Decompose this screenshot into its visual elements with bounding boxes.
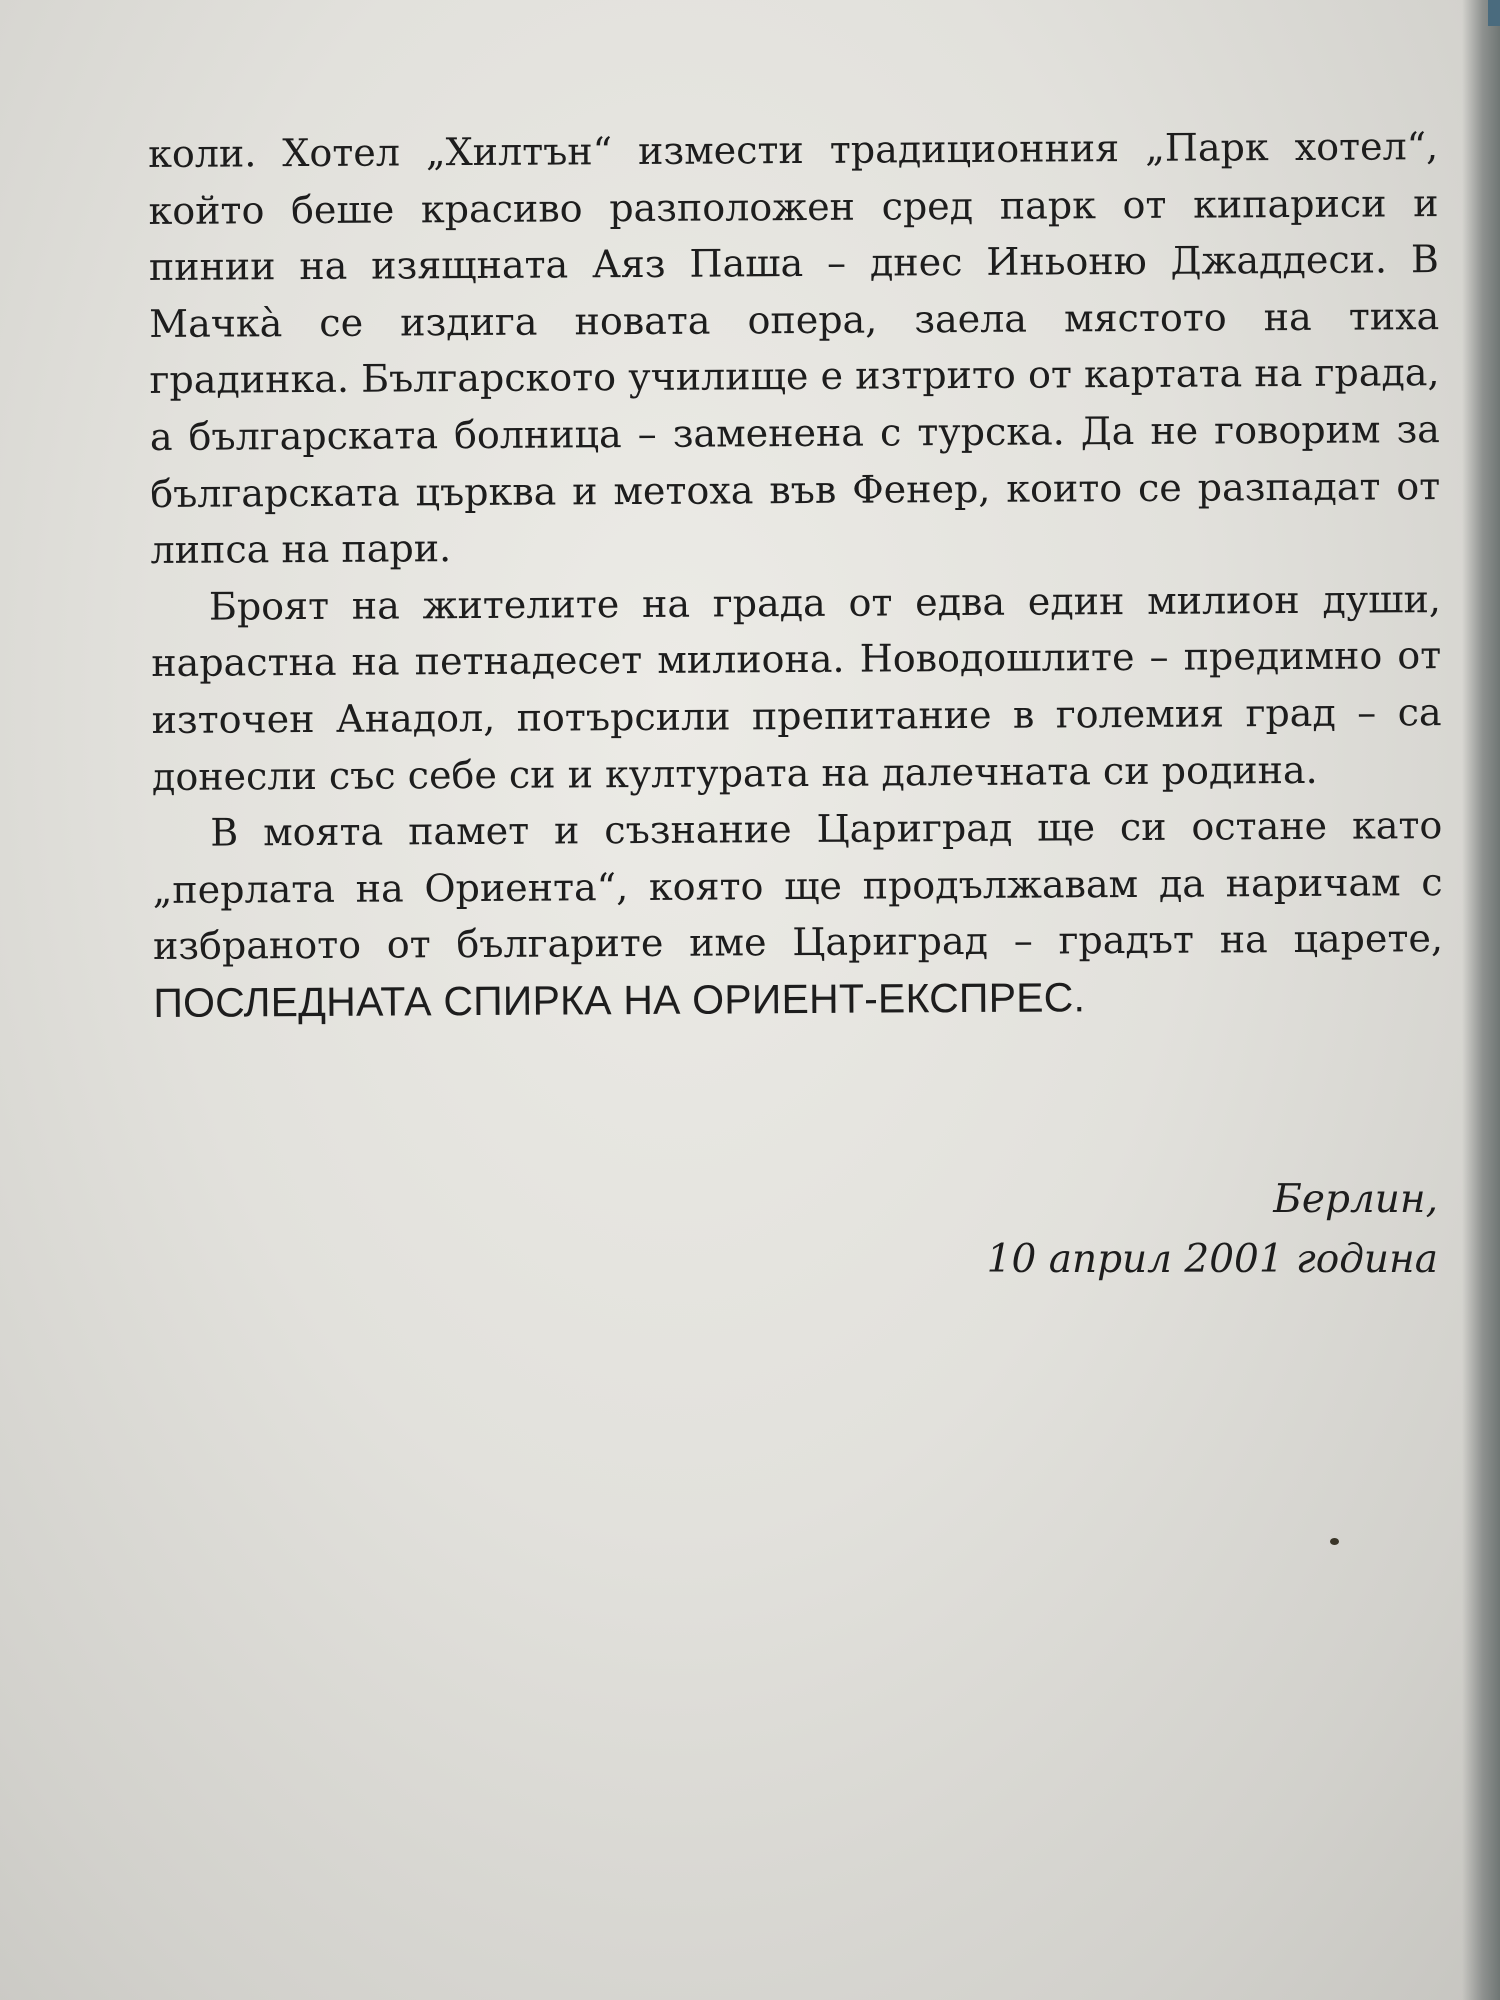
paper-speck (1330, 1538, 1339, 1545)
page-text (148, 118, 1444, 1032)
page-edge-shadow (1462, 0, 1500, 2000)
signature-date: 10 април 2001 година (986, 1237, 1438, 1282)
paragraph-memory-text: В моята памет и съзнание Цариград ще си остане като „перлата на Ориента“, която ще продължавам да наричам с избраното от българите име Цариград – градът на царете, (152, 803, 1444, 969)
closing-line: ПОСЛЕДНАТА СПИРКА НА ОРИЕНТ-ЕКСПРЕС. (153, 974, 1086, 1026)
signature-block (738, 1170, 1438, 1290)
book-cover-corner (1488, 0, 1500, 26)
paragraph-memory (152, 797, 1443, 1032)
signature-place: Берлин, (1273, 1177, 1438, 1222)
paragraph-continuation: коли. Хотел „Хилтън“ измести традиционния „Парк хотел“, който беше красиво разположен сред парк от кипариси и пинии на изящната Аяз Паша – днес Иньоню Джаддеси. В Мачкà се издига новата опера, заела мястото на тиха градинка. Българското училище е изтрито от картата на града, а българската болница – заменена с турска. Да не говорим за българската църква и метоха във Фенер, които се разпадат от липса на пари. (148, 124, 1441, 573)
paragraph-population: Броят на жителите на града от едва един милион души, нарастна на петнадесет милиона. Новодошлите – предимно от източен Анадол, потърсили препитание в големия град – са донесли със себе си и културата на далечната си родина. (151, 576, 1442, 799)
